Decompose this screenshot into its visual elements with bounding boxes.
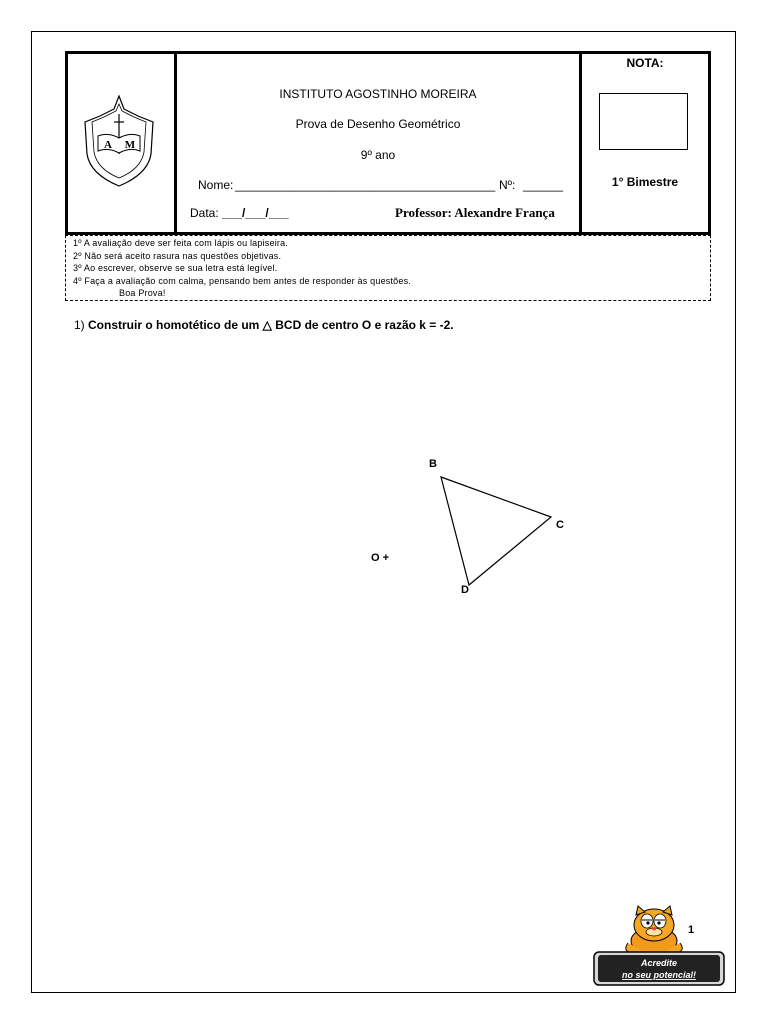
vertex-label-b: B	[429, 458, 437, 470]
number-label: Nº:	[499, 178, 516, 192]
instruction-3: 3º Ao escrever, observe se sua letra está legível.	[73, 263, 278, 273]
question-number: 1)	[74, 318, 85, 332]
grade-level: 9º ano	[360, 148, 396, 162]
instruction-1: 1º A avaliação deve ser feita com lápis ou lapiseira.	[73, 238, 289, 248]
school-name: INSTITUTO AGOSTINHO MOREIRA	[279, 87, 477, 101]
garfield-icon	[626, 906, 683, 955]
nota-label: NOTA:	[626, 56, 664, 70]
logo-letter-a: A	[104, 139, 112, 151]
vertex-label-d: D	[461, 584, 469, 596]
exam-subject: Prova de Desenho Geométrico	[295, 117, 461, 131]
vertex-label-c: C	[556, 519, 564, 531]
date-field[interactable]: ___/___/___	[222, 206, 289, 220]
instruction-2: 2º Não será aceito rasura nas questões objetivas.	[73, 250, 282, 261]
mascot-text-line-2: no seu potencial!	[621, 970, 697, 980]
page-number: 1	[688, 924, 695, 936]
logo-letter-m: M	[124, 139, 136, 151]
name-field[interactable]: _______________________________________	[235, 178, 496, 192]
good-luck-text: Boa Prova!	[119, 288, 166, 298]
date-label: Data:	[190, 206, 219, 220]
professor-name: Professor: Alexandre França	[395, 205, 555, 220]
triangle-bcd	[441, 477, 551, 585]
number-field[interactable]: ______	[523, 178, 564, 192]
name-label: Nome:	[198, 178, 234, 192]
mascot-text-line-1: Acredite	[640, 958, 678, 968]
term-label: 1° Bimestre	[611, 175, 679, 189]
question-text: Construir o homotético de um △ BCD de centro O e razão k = -2.	[88, 318, 454, 332]
mascot-badge	[592, 903, 727, 988]
instruction-4: 4º Faça a avaliação com calma, pensando bem antes de responder às questões.	[73, 275, 411, 286]
center-point-o: O +	[371, 552, 390, 564]
